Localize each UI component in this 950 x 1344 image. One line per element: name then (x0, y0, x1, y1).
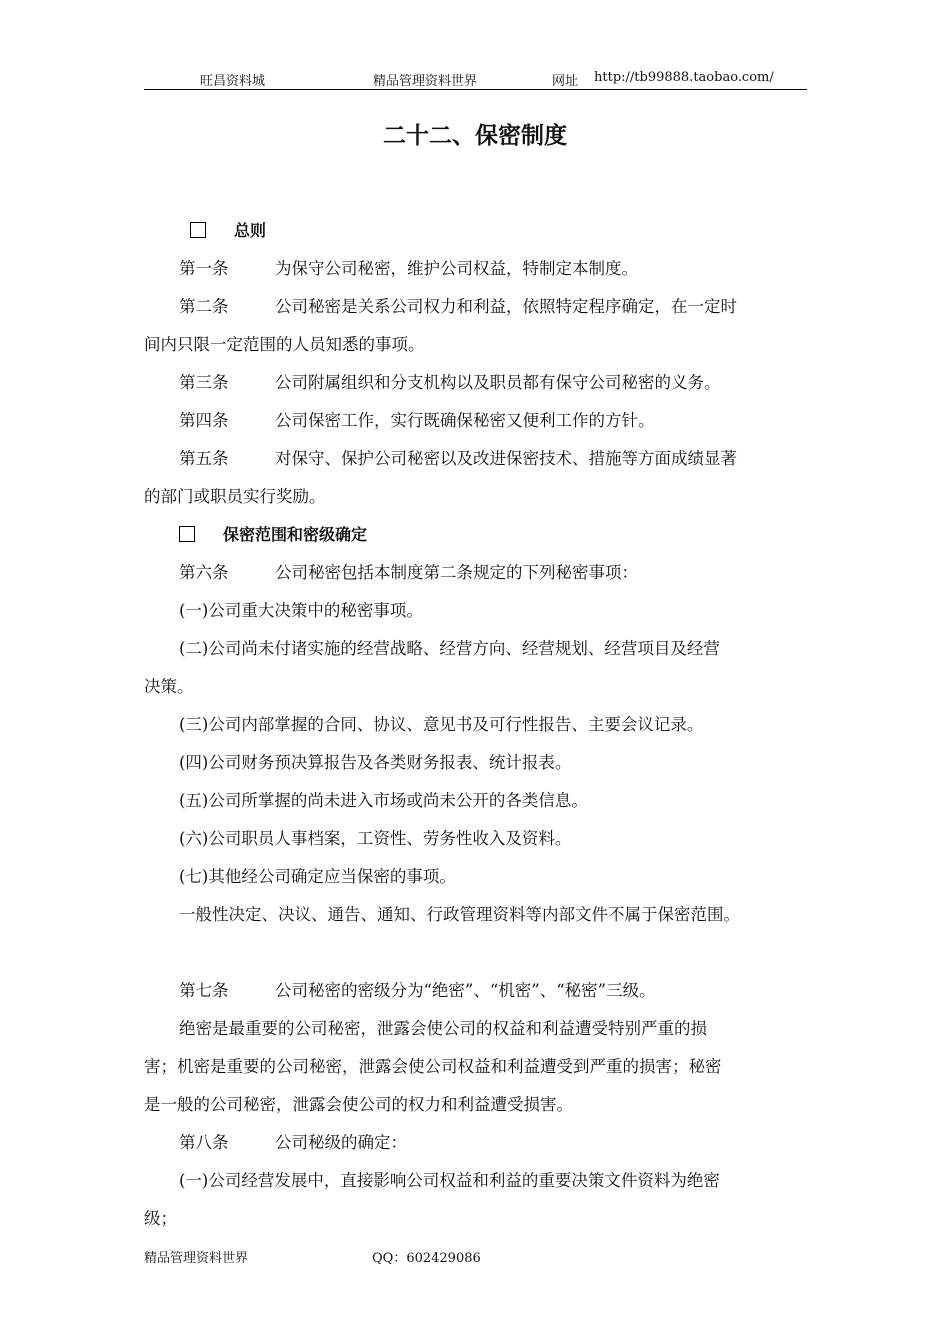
article-label: 第二条 (179, 297, 229, 316)
article-label: 第三条 (179, 373, 229, 392)
list-item: (五)公司所掌握的尚未进入市场或尚未公开的各类信息。 (179, 791, 588, 810)
paragraph-line: 害；机密是重要的公司秘密，泄露会使公司权益和利益遭受到严重的损害；秘密 (144, 1057, 722, 1076)
article-7 (144, 972, 807, 1010)
list-item: (一)公司经营发展中，直接影响公司权益和利益的重要决策文件资料为绝密 (179, 1171, 720, 1190)
section-heading-general (144, 212, 807, 250)
checkbox-square-icon (179, 526, 195, 542)
list-item: (七)其他经公司确定应当保密的事项。 (179, 867, 456, 886)
paragraph-line: 是一般的公司秘密，泄露会使公司的权力和利益遭受损害。 (144, 1095, 573, 1114)
footer-qq: QQ：602429086 (372, 1251, 481, 1266)
header-center-text: 精品管理资料世界 (373, 74, 478, 89)
document-body (144, 212, 807, 1238)
article-text: 公司秘密的密级分为“绝密”、“机密”、“秘密”三级。 (275, 981, 656, 1000)
article-text: 公司附属组织和分支机构以及职员都有保守公司秘密的义务。 (275, 373, 721, 392)
article-text: 为保守公司秘密，维护公司权益，特制定本制度。 (275, 259, 638, 278)
article-label: 第四条 (179, 411, 229, 430)
article-label: 第七条 (179, 981, 229, 1000)
document-title: 二十二、保密制度 (383, 123, 567, 149)
header-url: http://tb99888.taobao.com/ (594, 70, 774, 85)
list-item: (二)公司尚未付诸实施的经营战略、经营方向、经营规划、经营项目及经营 (179, 639, 720, 658)
article-8 (144, 1124, 807, 1162)
list-item-continued: 级； (144, 1209, 177, 1228)
article-label: 第一条 (179, 259, 229, 278)
article-6 (144, 554, 807, 592)
article-3 (144, 364, 807, 402)
article-text: 公司秘密是关系公司权力和利益，依照特定程序确定，在一定时 (275, 297, 737, 316)
article-text: 公司保密工作，实行既确保秘密又便利工作的方针。 (275, 411, 655, 430)
article-4 (144, 402, 807, 440)
list-item-continued: 决策。 (144, 677, 194, 696)
list-item: (一)公司重大决策中的秘密事项。 (179, 601, 423, 620)
header-left-text: 旺昌资料城 (200, 74, 266, 89)
header-url-label: 网址 (552, 74, 579, 89)
list-item: (六)公司职员人事档案，工资性、劳务性收入及资料。 (179, 829, 572, 848)
section-heading-scope (144, 516, 807, 554)
section-title: 保密范围和密级确定 (223, 525, 368, 544)
article-text: 公司秘密包括本制度第二条规定的下列秘密事项： (275, 563, 638, 582)
article-text: 公司秘级的确定： (275, 1133, 407, 1152)
page-header (144, 68, 807, 90)
article-label: 第八条 (179, 1133, 229, 1152)
article-label: 第五条 (179, 449, 229, 468)
section-title: 总则 (234, 221, 267, 240)
checkbox-square-icon (190, 222, 206, 238)
general-note: 一般性决定、决议、通告、通知、行政管理资料等内部文件不属于保密范围。 (179, 905, 740, 924)
paragraph-line: 绝密是最重要的公司秘密，泄露会使公司的权益和利益遭受特别严重的损 (179, 1019, 707, 1038)
blank-line (144, 934, 807, 972)
article-1 (144, 250, 807, 288)
article-5 (144, 440, 807, 478)
footer-left-text: 精品管理资料世界 (144, 1251, 249, 1266)
article-5-continued: 的部门或职员实行奖励。 (144, 487, 326, 506)
list-item: (三)公司内部掌握的合同、协议、意见书及可行性报告、主要会议记录。 (179, 715, 704, 734)
article-text: 对保守、保护公司秘密以及改进保密技术、措施等方面成绩显著 (275, 449, 737, 468)
article-2-continued: 间内只限一定范围的人员知悉的事项。 (144, 335, 425, 354)
article-2 (144, 288, 807, 326)
list-item: (四)公司财务预决算报告及各类财务报表、统计报表。 (179, 753, 572, 772)
article-label: 第六条 (179, 563, 229, 582)
